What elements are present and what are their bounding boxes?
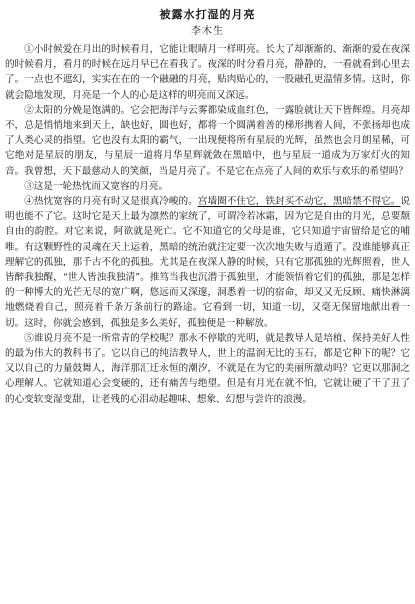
paragraph-4-start: ④热忱宽容的月亮有时又是很真冷峻的。	[24, 196, 198, 208]
paragraph-5: ⑤谁说月亮不是一所常青的学校呢？那永不停歇的光明，就是教导人是培植、保持美好人性的最为伟大的教科书了。它以自己的纯洁教导人，世上的温润无比的玉石，都是它种下的呢？它又以自己的力量鼓舞人，海洋那汇迁永恒的潮汐，不就是在为它的美丽所激动吗？它更以那洞之心理解人。它就知道心会变硬的，还有痛苦与绝望。但是有月光在就不怕，它就让硬了干了丑了的心变软变湿变甜，让老残的心泪动起趣味、想象、幻想与尝许的浪漫。	[5, 332, 410, 405]
paragraph-4-rest: 说明也能不了它。这时它是天上最为凛然的家统了，可谓冷若冰霜，因为它是自由的月光，总要颓自由的韵腔。对它来说，阿欲就是死亡。它不知道它的父母是谁，它只知道宇宙留给是它的哺唯。有这颗野性的灵魂在天上运着，黑暗的统治就注定要一次次地失败与逍遁了。没谁能够真正理解它的孤独，那千古不化的孤独。尤其是在夜深人静的时候，只有它那孤独的光辉照着，世人皆醉我独醒，“世人皆浊我独清”。推笃当我也沉潜于孤独里，才能领悟着它们的孤独，那是怎样的一种博大的光芒无尽的宽广啊，悠远而又深邃，洞悉着一切的宿命，却又又无反顾、痛快淋漓地燃烧着自己，照亮着千条万条前行的路途。它看到一切，知道一切，又毫无保留地献出着一切。这时，你就会感到，孤独是多么美好，孤独便是一种解放。	[5, 196, 411, 329]
underlined-sentence: 宫墙圈不住它，铁封买不动它，黑暗禁不得它。	[197, 196, 401, 208]
paragraph-1: ①小时候爱在月出的时候看月，它能让眼睛月一样明亮。长大了却渐渐的、渐渐的爱在夜深的时候看月，看月的时候在远月早已在看我了。夜深的时分看月亮，静静的，一看就看到心里去了。一点也不遮幻，实实在在的一个融融的月亮，贴肉贴心的，一股融孔更温情多情。这时，你就会隐地发现，月亮是一个人的心是这样的明亮而又深远。	[5, 44, 410, 101]
paragraph-3: ③这是一轮热忱而又宽容的月亮。	[24, 180, 169, 192]
paragraph-4	[5, 194, 410, 331]
article-title: 被露水打湿的月亮	[159, 8, 256, 21]
article-author: 李木生	[191, 26, 224, 37]
paragraph-2: ②太阳的分娩是饱满的。它会把海洋与云雾都染成血红色，一露脸就让天下皆辉煌。月亮却不，总是悄悄地来到天上，缺也好，圆也好，都将一个圆满着善的梯形携着人间，不张扬却也成了人类心灵的指望。它也没有太阳的霸气，一出现便将所有星辰的光辉，虽然也会月朗星稀，可它绝对是星辰的朋友，与星辰一道将月华星辉就敛在黑暗中，也与星辰一道成为万家灯火的知音。我曾想，天下最慈动人的笑颜，当是月亮了。不是它在点亮了人间的欢乐与欢乐的希望吗？	[5, 104, 410, 177]
